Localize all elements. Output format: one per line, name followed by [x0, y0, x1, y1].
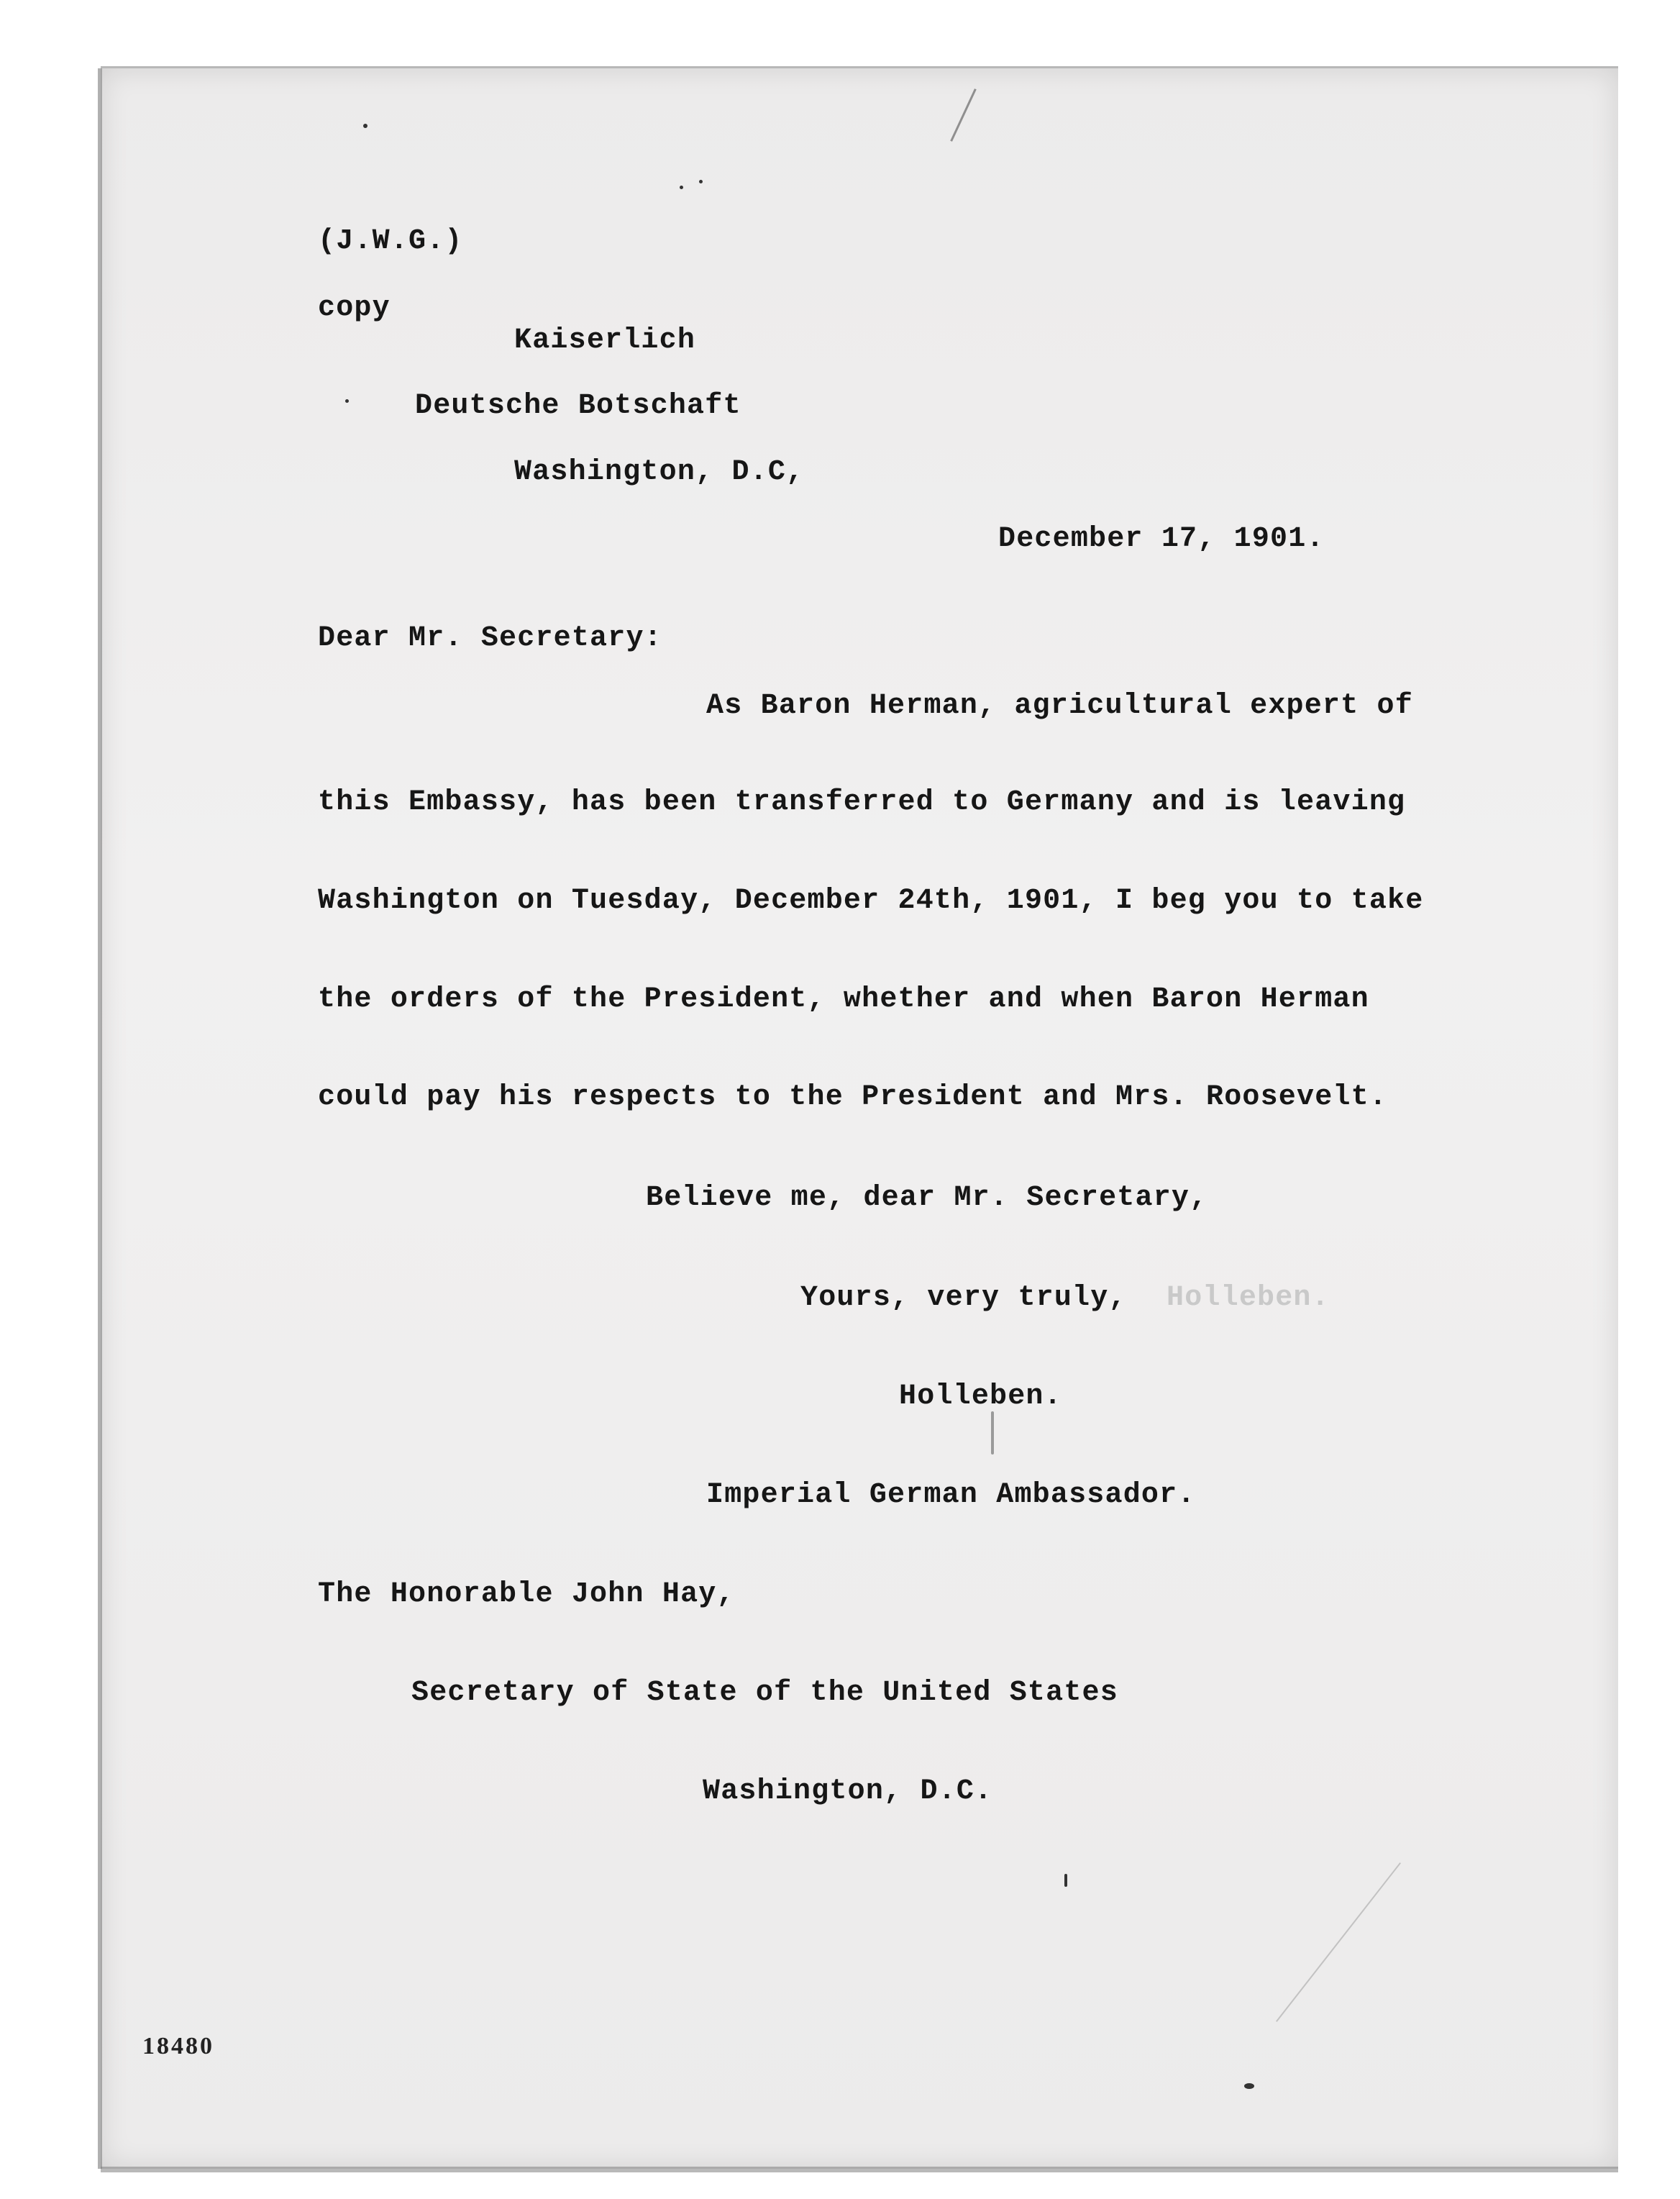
dust-speck	[1244, 2083, 1254, 2089]
dust-speck	[1064, 1874, 1067, 1887]
recipient-title: Secretary of State of the United States	[411, 1677, 1118, 1709]
body-line-2: this Embassy, has been transferred to Germany and is leaving	[318, 786, 1406, 819]
faint-signature: Holleben.	[1167, 1282, 1330, 1314]
dust-speck	[680, 186, 683, 189]
dust-speck	[363, 124, 368, 128]
signer-title: Imperial German Ambassador.	[706, 1479, 1196, 1511]
salutation: Dear Mr. Secretary:	[318, 622, 662, 655]
page-edge-left	[98, 68, 102, 2169]
file-initials: (J.W.G.)	[318, 225, 463, 258]
body-line-3: Washington on Tuesday, December 24th, 1901, I beg you to take	[318, 885, 1424, 917]
body-line-1: As Baron Herman, agricultural expert of	[706, 690, 1413, 722]
letter-date: December 17, 1901.	[998, 523, 1325, 555]
archive-number: 18480	[142, 2033, 214, 2059]
recipient-location: Washington, D.C.	[703, 1775, 993, 1808]
dust-speck	[699, 180, 703, 183]
closing-line: Believe me, dear Mr. Secretary,	[646, 1182, 1208, 1214]
body-line-4: the orders of the President, whether and when Baron Herman	[318, 983, 1369, 1016]
dust-speck	[345, 399, 349, 403]
copy-mark: copy	[318, 292, 391, 324]
page-edge-bottom	[101, 2167, 1618, 2172]
letter-page	[101, 68, 1618, 2169]
dust-speck	[991, 1411, 994, 1454]
valediction: Yours, very truly,	[800, 1282, 1127, 1314]
signature: Holleben.	[899, 1380, 1062, 1413]
letterhead-line-2: Deutsche Botschaft	[415, 390, 741, 422]
letterhead-line-3: Washington, D.C,	[514, 456, 805, 488]
recipient-name: The Honorable John Hay,	[318, 1578, 735, 1611]
body-line-5: could pay his respects to the President and Mrs. Roosevelt.	[318, 1081, 1388, 1114]
letterhead-line-1: Kaiserlich	[514, 324, 696, 357]
